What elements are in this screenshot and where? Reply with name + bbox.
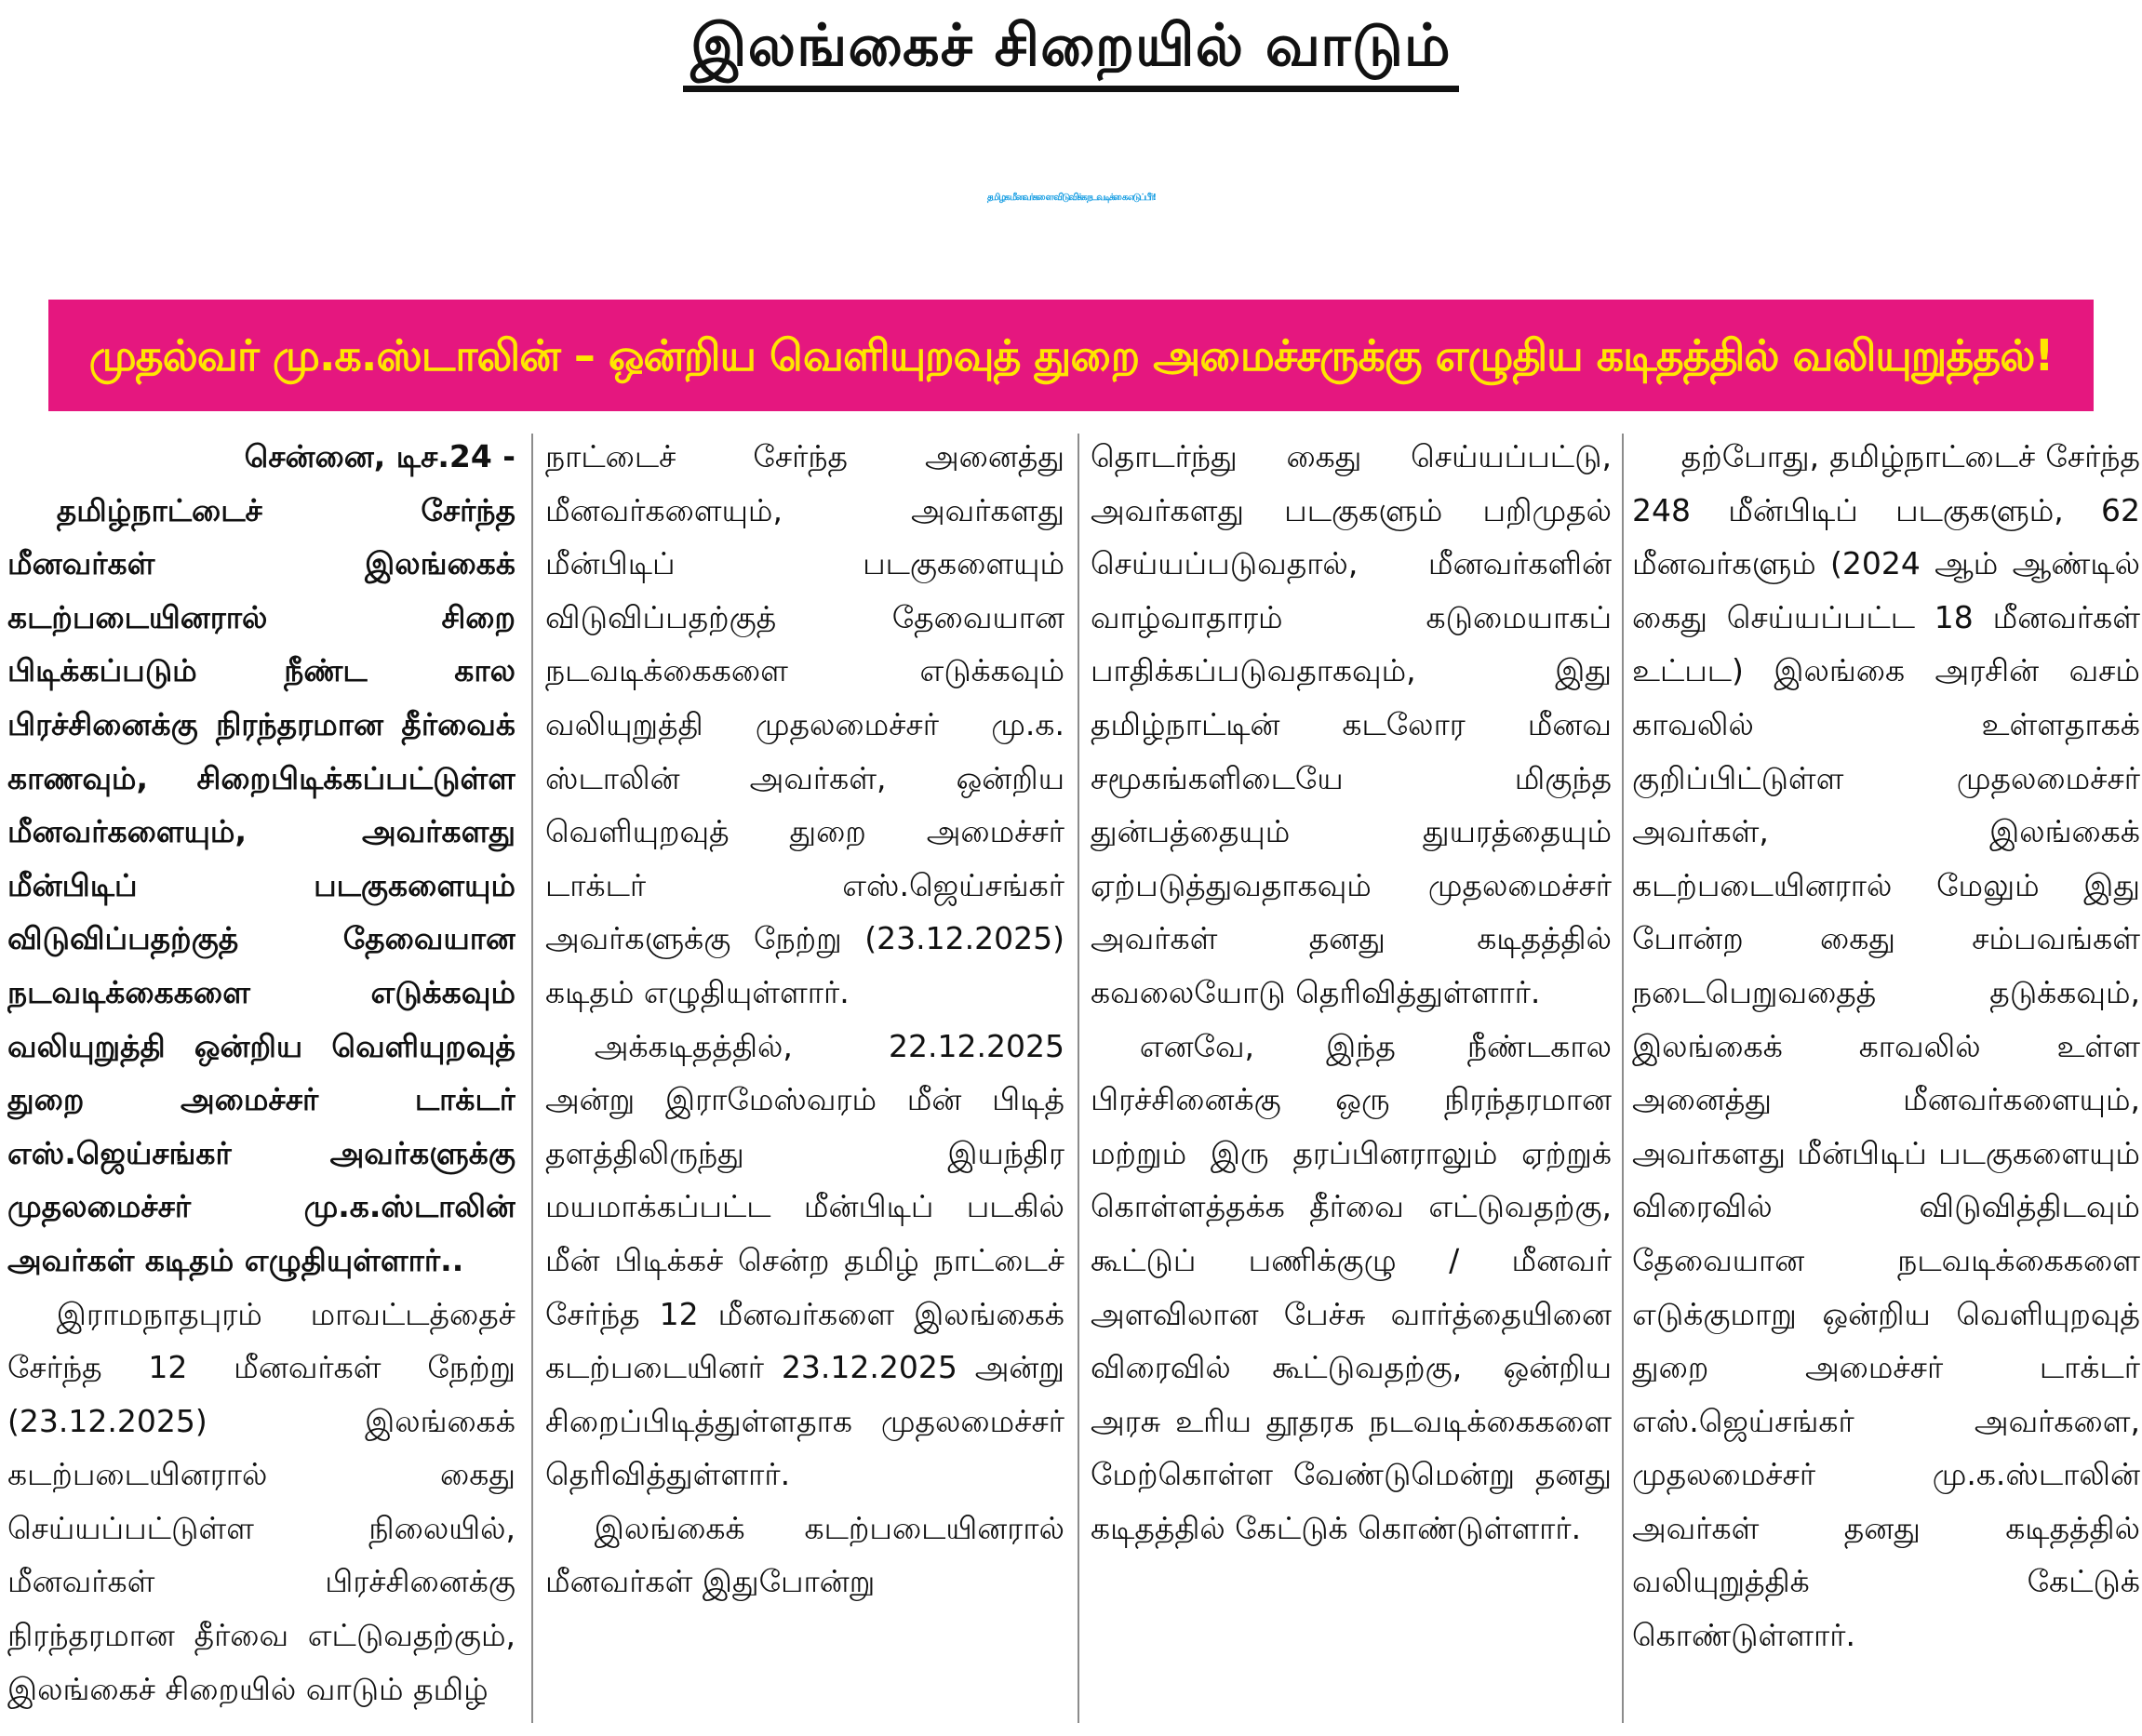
kicker-container <box>0 7 2142 92</box>
main-headline: தமிழக மீனவர்களை விடுவிக்க நடவடிக்கை எடுப்பீர்! <box>986 193 1156 203</box>
body-paragraph: அக்கடிதத்தில், 22.12.2025 அன்று இராமேஸ்வரம் மீன் பிடித் தளத்திலிருந்து இயந்திர மயமாக்கப்பட்ட மீன்பிடிப் படகில் மீன் பிடிக்கச் சென்ற தமிழ் நாட்டைச் சேர்ந்த 12 மீனவர்களை இலங்கைக் கடற்படையினர் 23.12.2025 அன்று சிறைப்பிடித்துள்ளதாக முதலமைச்சர் தெரிவித்துள்ளார். <box>545 1027 1064 1493</box>
column-divider <box>531 434 533 1723</box>
body-paragraph: நாட்டைச் சேர்ந்த அனைத்து மீனவர்களையும், அவர்களது மீன்பிடிப் படகுகளையும் விடுவிப்பதற்குத் தேவையான நடவடிக்கைகளை எடுக்கவும் வலியுறுத்தி முதலமைச்சர் மு.க. ஸ்டாலின் அவர்கள், ஒன்றிய வெளியுறவுத் துறை அமைச்சர் டாக்டர் எஸ்.ஜெய்சங்கர் அவர்களுக்கு நேற்று (23.12.2025) கடிதம் எழுதியுள்ளார். <box>545 438 1064 1010</box>
column-divider <box>1622 434 1624 1723</box>
article-column-1 <box>7 430 515 1729</box>
body-paragraph: இராமநாதபுரம் மாவட்டத்தைச் சேர்ந்த 12 மீனவர்கள் நேற்று (23.12.2025) இலங்கைக் கடற்படையினரால் கைது செய்யப்பட்டுள்ள நிலையில், மீனவர்கள் பிரச்சினைக்கு நிரந்தரமான தீர்வை எட்டுவதற்கும், இலங்கைச் சிறையில் வாடும் தமிழ் <box>7 1295 515 1707</box>
article-column-3 <box>1091 430 1612 1729</box>
body-paragraph: தற்போது, தமிழ்நாட்டைச் சேர்ந்த 248 மீன்பிடிப் படகுகளும், 62 மீனவர்களும் (2024 ஆம் ஆண்டில் கைது செய்யப்பட்ட 18 மீனவர்கள் உட்பட) இலங்கை அரசின் வசம் காவலில் உள்ளதாகக் குறிப்பிட்டுள்ள முதலமைச்சர் அவர்கள், இலங்கைக் கடற்படையினரால் மேலும் இது போன்ற கைது சம்பவங்கள் நடைபெறுவதைத் தடுக்கவும், இலங்கைக் காவலில் உள்ள அனைத்து மீனவர்களையும், அவர்களது மீன்பிடிப் படகுகளையும் விரைவில் விடுவித்திடவும் தேவையான நடவடிக்கைகளை எடுக்குமாறு ஒன்றிய வெளியுறவுத் துறை அமைச்சர் டாக்டர் எஸ்.ஜெய்சங்கர் அவர்களை, முதலமைச்சர் மு.க.ஸ்டாலின் அவர்கள் தனது கடிதத்தில் வலியுறுத்திக் கேட்டுக் கொண்டுள்ளார். <box>1632 438 2140 1654</box>
body-paragraph: எனவே, இந்த நீண்டகால பிரச்சினைக்கு ஒரு நிரந்தரமான மற்றும் இரு தரப்பினராலும் ஏற்றுக் கொள்ளத்தக்க தீர்வை எட்டுவதற்கு, கூட்டுப் பணிக்குழு / மீனவர் அளவிலான பேச்சு வார்த்தையினை விரைவில் கூட்டுவதற்கு, ஒன்றிய அரசு உரிய தூதரக நடவடிக்கைகளை மேற்கொள்ள வேண்டுமென்று தனது கடிதத்தில் கேட்டுக் கொண்டுள்ளார். <box>1091 1027 1612 1546</box>
article-column-2 <box>545 430 1064 1729</box>
subhead-band <box>48 300 2094 411</box>
article-column-4 <box>1632 430 2140 1729</box>
subhead-text: முதல்வர் மு.க.ஸ்டாலின் – ஒன்றிய வெளியுறவுத் துறை அமைச்சருக்கு எழுதிய கடிதத்தில் வலியுறுத்தல்! <box>88 330 2054 381</box>
article-body <box>7 430 2140 1729</box>
kicker-heading: இலங்கைச் சிறையில் வாடும் <box>683 7 1458 92</box>
lead-paragraph: தமிழ்நாட்டைச் சேர்ந்த மீனவர்கள் இலங்கைக் கடற்படையினரால் சிறை பிடிக்கப்படும் நீண்ட கால பிரச்சினைக்கு நிரந்தரமான தீர்வைக் காணவும், சிறைபிடிக்கப்பட்டுள்ள மீனவர்களையும், அவர்களது மீன்பிடிப் படகுகளையும் விடுவிப்பதற்குத் தேவையான நடவடிக்கைகளை எடுக்கவும் வலியுறுத்தி ஒன்றிய வெளியுறவுத் துறை அமைச்சர் டாக்டர் எஸ்.ஜெய்சங்கர் அவர்களுக்கு முதலமைச்சர் மு.க.ஸ்டாலின் அவர்கள் கடிதம் எழுதியுள்ளார்.. <box>7 491 515 1278</box>
body-paragraph: தொடர்ந்து கைது செய்யப்பட்டு, அவர்களது படகுகளும் பறிமுதல் செய்யப்படுவதால், மீனவர்களின் வாழ்வாதாரம் கடுமையாகப் பாதிக்கப்படுவதாகவும், இது தமிழ்நாட்டின் கடலோர மீனவ சமூகங்களிடையே மிகுந்த துன்பத்தையும் துயரத்தையும் ஏற்படுத்துவதாகவும் முதலமைச்சர் அவர்கள் தனது கடிதத்தில் கவலையோடு தெரிவித்துள்ளார். <box>1091 438 1612 1010</box>
column-divider <box>1078 434 1079 1723</box>
dateline: சென்னை, டிச.24 - <box>244 438 515 474</box>
body-paragraph: இலங்கைக் கடற்படையினரால் மீனவர்கள் இதுபோன்று <box>545 1509 1064 1600</box>
